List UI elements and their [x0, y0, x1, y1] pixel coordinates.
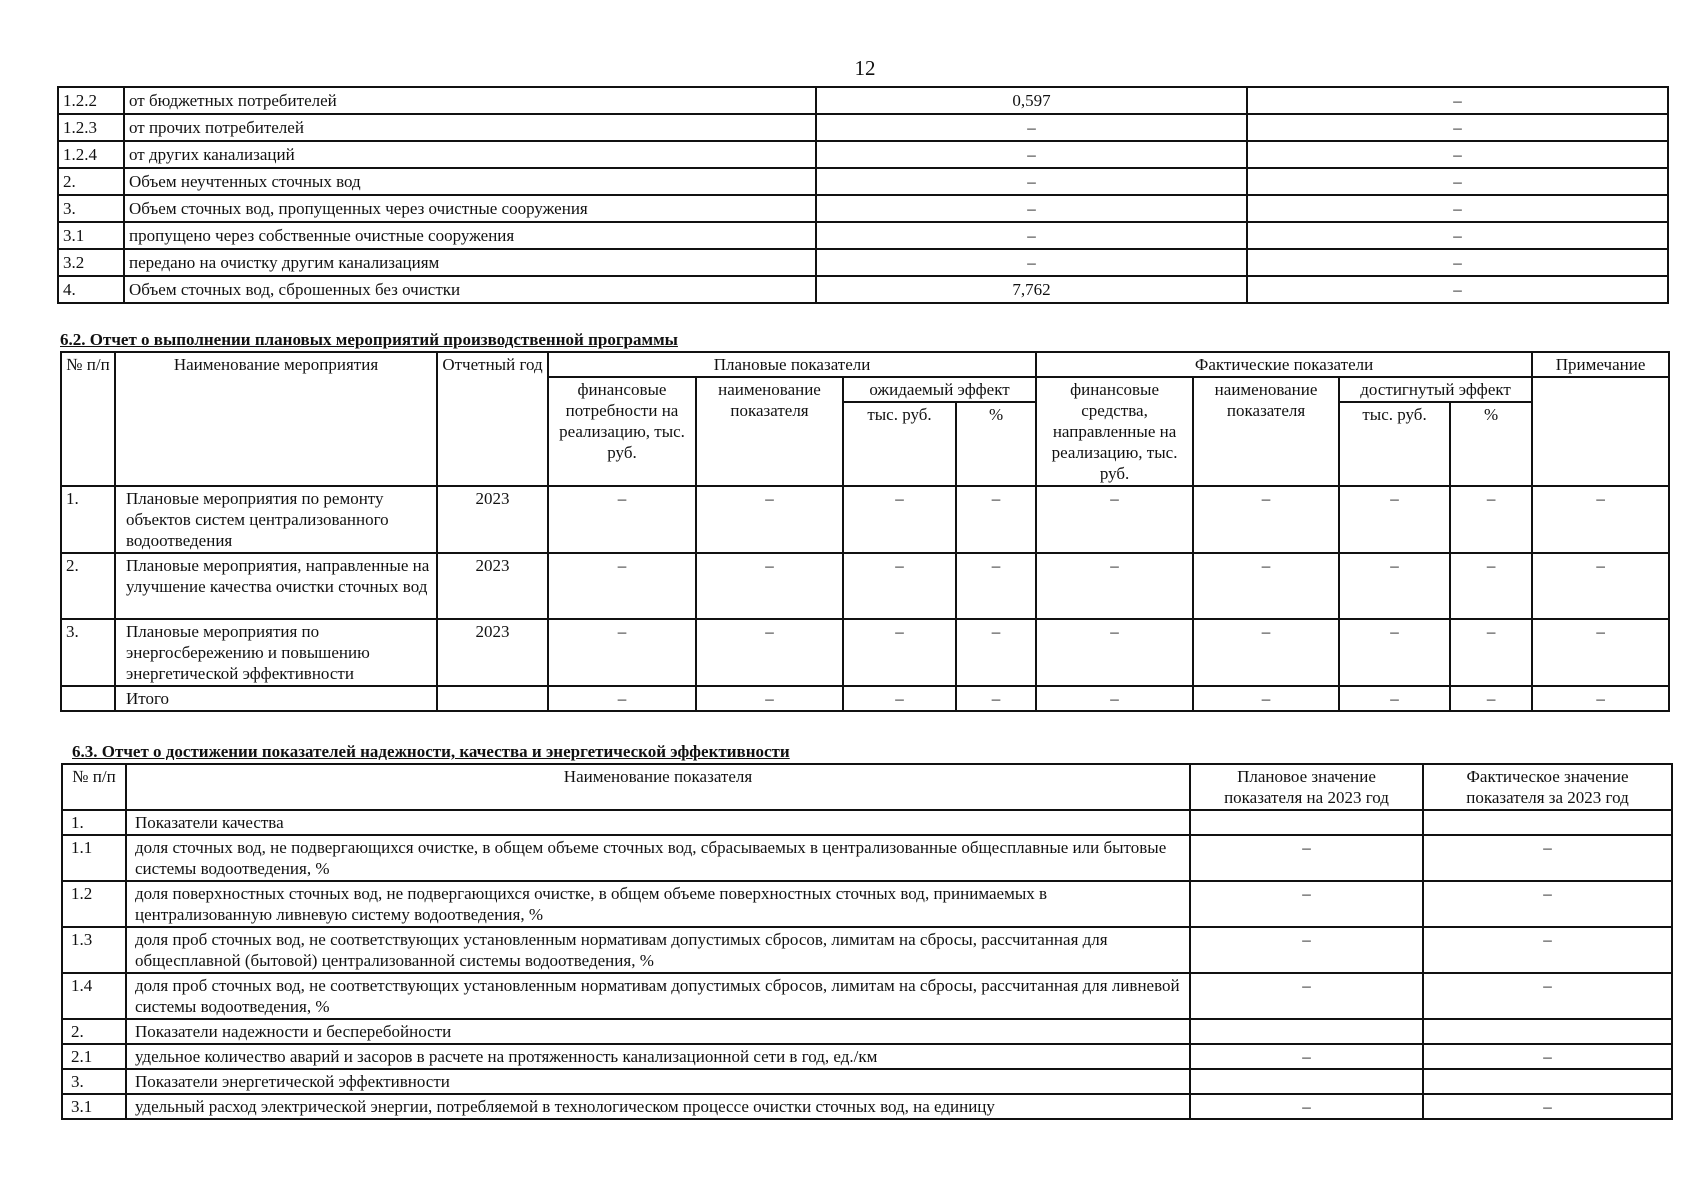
row-number: 3.1: [62, 1094, 126, 1119]
value-cell: –: [1193, 486, 1339, 553]
plan-value: –: [1190, 927, 1423, 973]
value-cell: –: [956, 619, 1036, 686]
value-cell: –: [816, 249, 1247, 276]
value-cell: –: [1450, 486, 1532, 553]
table-row: [58, 114, 1668, 141]
value-cell: –: [1193, 686, 1339, 711]
row-number: 3.: [61, 619, 115, 686]
table-row: [62, 1094, 1672, 1119]
value-cell: –: [816, 168, 1247, 195]
row-number: 1.2: [62, 881, 126, 927]
row-name: удельный расход электрической энергии, потребляемой в технологическом процессе очистки сточных вод, на единицу: [126, 1094, 1190, 1119]
row-number: 2.1: [62, 1044, 126, 1069]
row-number: 1.2.2: [58, 87, 124, 114]
col-header-num: № п/п: [61, 352, 115, 486]
row-name: Показатели качества: [126, 810, 1190, 835]
col-header-fact-fin: финансовые средства, направленные на реализацию, тыс. руб.: [1036, 377, 1193, 486]
row-number: 1.: [62, 810, 126, 835]
table-row: [61, 619, 1669, 686]
value-cell: –: [548, 686, 696, 711]
col-header-num: № п/п: [62, 764, 126, 810]
row-number: 1.: [61, 486, 115, 553]
plan-value: –: [1190, 973, 1423, 1019]
value-cell: –: [1450, 553, 1532, 619]
value-cell: –: [1339, 686, 1450, 711]
col-header-fact-effect: достигнутый эффект: [1339, 377, 1532, 402]
value-cell: –: [1532, 686, 1669, 711]
row-number: [61, 686, 115, 711]
table-row: [62, 927, 1672, 973]
table-row: [58, 276, 1668, 303]
row-name: доля проб сточных вод, не соответствующих установленным нормативам допустимых сбросов, лимитам на сбросы, рассчитанная для общесплавной (бытовой) централизованной системы водоотведения, %: [126, 927, 1190, 973]
table-row: [62, 1044, 1672, 1069]
col-header-fact: Фактические показатели: [1036, 352, 1532, 377]
value-cell: –: [843, 553, 956, 619]
row-number: 4.: [58, 276, 124, 303]
value-cell: –: [816, 195, 1247, 222]
row-year: 2023: [437, 619, 548, 686]
row-name: от других канализаций: [124, 141, 816, 168]
value-cell: –: [1339, 553, 1450, 619]
col-header-plan-rub: тыс. руб.: [843, 402, 956, 486]
row-name: доля проб сточных вод, не соответствующих установленным нормативам допустимых сбросов, лимитам на сбросы, рассчитанная для ливневой системы водоотведения, %: [126, 973, 1190, 1019]
col-header-note: Примечание: [1532, 352, 1669, 377]
section-62-title: 6.2. Отчет о выполнении плановых мероприятий производственной программы: [60, 330, 678, 349]
row-year: 2023: [437, 486, 548, 553]
row-number: 2.: [58, 168, 124, 195]
row-number: 3.1: [58, 222, 124, 249]
col-header-year: Отчетный год: [437, 352, 548, 486]
value-cell: –: [696, 619, 843, 686]
fact-value: –: [1423, 973, 1672, 1019]
note-header-blank: [1532, 377, 1669, 486]
value-cell: –: [816, 114, 1247, 141]
value-cell: –: [1036, 686, 1193, 711]
value-cell: –: [816, 222, 1247, 249]
value-cell: –: [1532, 486, 1669, 553]
row-name: Показатели энергетической эффективности: [126, 1069, 1190, 1094]
value-cell: –: [1532, 619, 1669, 686]
value-cell: –: [956, 486, 1036, 553]
section-63-title: 6.3. Отчет о достижении показателей надежности, качества и энергетической эффективности: [72, 742, 790, 761]
col-header-name: Наименование показателя: [126, 764, 1190, 810]
table-row: [58, 141, 1668, 168]
row-name: Объем сточных вод, пропущенных через очистные сооружения: [124, 195, 816, 222]
header-row: [61, 352, 1669, 377]
value-cell: –: [1450, 619, 1532, 686]
value-cell: –: [956, 686, 1036, 711]
col-header-plan-pct: %: [956, 402, 1036, 486]
table-row: [62, 1019, 1672, 1044]
value-cell: –: [843, 486, 956, 553]
col-header-plan: Плановые показатели: [548, 352, 1036, 377]
col-header-fact: Фактическое значение показателя за 2023 год: [1423, 764, 1672, 810]
row-number: 1.2.3: [58, 114, 124, 141]
value-cell: –: [1247, 141, 1668, 168]
row-number: 1.3: [62, 927, 126, 973]
row-number: 3.2: [58, 249, 124, 276]
value-cell: –: [1247, 249, 1668, 276]
value-cell: –: [1247, 87, 1668, 114]
plan-value: [1190, 810, 1423, 835]
table-row: [62, 1069, 1672, 1094]
table-row: [58, 222, 1668, 249]
value-cell: –: [548, 553, 696, 619]
row-name: от бюджетных потребителей: [124, 87, 816, 114]
fact-value: –: [1423, 927, 1672, 973]
value-cell: –: [1247, 195, 1668, 222]
row-name: Показатели надежности и бесперебойности: [126, 1019, 1190, 1044]
fact-value: –: [1423, 1044, 1672, 1069]
table-row: [58, 195, 1668, 222]
value-cell: 7,762: [816, 276, 1247, 303]
value-cell: –: [1339, 619, 1450, 686]
row-name: передано на очистку другим канализациям: [124, 249, 816, 276]
col-header-fact-indicator: наименование показателя: [1193, 377, 1339, 486]
table-row: [61, 686, 1669, 711]
value-cell: –: [1036, 553, 1193, 619]
row-number: 2.: [61, 553, 115, 619]
row-name: Плановые мероприятия по энергосбережению и повышению энергетической эффективности: [115, 619, 437, 686]
value-cell: –: [1247, 276, 1668, 303]
value-cell: –: [1450, 686, 1532, 711]
row-name: от прочих потребителей: [124, 114, 816, 141]
fact-value: –: [1423, 835, 1672, 881]
row-number: 1.1: [62, 835, 126, 881]
plan-value: –: [1190, 1044, 1423, 1069]
fact-value: [1423, 1019, 1672, 1044]
value-cell: –: [1193, 553, 1339, 619]
planned-measures-table: [60, 351, 1670, 712]
table-row: [58, 249, 1668, 276]
value-cell: –: [696, 686, 843, 711]
plan-value: –: [1190, 1094, 1423, 1119]
value-cell: –: [1036, 486, 1193, 553]
row-name: Итого: [115, 686, 437, 711]
table-row: [62, 973, 1672, 1019]
value-cell: –: [843, 619, 956, 686]
col-header-name: Наименование мероприятия: [115, 352, 437, 486]
table-row: [61, 486, 1669, 553]
table-row: [58, 168, 1668, 195]
page-number: 12: [854, 56, 876, 80]
value-cell: –: [1193, 619, 1339, 686]
indicators-table: [61, 763, 1673, 1120]
row-number: 1.4: [62, 973, 126, 1019]
fact-value: [1423, 810, 1672, 835]
plan-value: [1190, 1069, 1423, 1094]
col-header-plan: Плановое значение показателя на 2023 год: [1190, 764, 1423, 810]
value-cell: –: [1036, 619, 1193, 686]
row-name: доля поверхностных сточных вод, не подвергающихся очистке, в общем объеме поверхностных сточных вод, принимаемых в централизованную ливневую систему водоотведения, %: [126, 881, 1190, 927]
row-number: 2.: [62, 1019, 126, 1044]
row-name: Плановые мероприятия, направленные на улучшение качества очистки сточных вод: [115, 553, 437, 619]
table-row: [62, 881, 1672, 927]
row-number: 3.: [62, 1069, 126, 1094]
row-name: Плановые мероприятия по ремонту объектов систем централизованного водоотведения: [115, 486, 437, 553]
value-cell: –: [696, 486, 843, 553]
value-cell: –: [548, 619, 696, 686]
fact-value: –: [1423, 881, 1672, 927]
plan-value: –: [1190, 835, 1423, 881]
wastewater-volume-table: [57, 86, 1669, 304]
row-name: Объем сточных вод, сброшенных без очистки: [124, 276, 816, 303]
table-row: [61, 553, 1669, 619]
col-header-plan-fin: финансовые потребности на реализацию, тыс. руб.: [548, 377, 696, 486]
row-number: 1.2.4: [58, 141, 124, 168]
value-cell: –: [816, 141, 1247, 168]
value-cell: –: [1339, 486, 1450, 553]
value-cell: –: [548, 486, 696, 553]
row-name: удельное количество аварий и засоров в расчете на протяженность канализационной сети в год, ед./км: [126, 1044, 1190, 1069]
row-number: 3.: [58, 195, 124, 222]
plan-value: –: [1190, 881, 1423, 927]
row-name: Объем неучтенных сточных вод: [124, 168, 816, 195]
value-cell: –: [843, 686, 956, 711]
row-year: [437, 686, 548, 711]
table-row: [62, 835, 1672, 881]
value-cell: –: [696, 553, 843, 619]
value-cell: –: [1247, 114, 1668, 141]
value-cell: –: [1247, 168, 1668, 195]
header-row: [62, 764, 1672, 810]
row-year: 2023: [437, 553, 548, 619]
value-cell: –: [1532, 553, 1669, 619]
plan-value: [1190, 1019, 1423, 1044]
row-name: пропущено через собственные очистные сооружения: [124, 222, 816, 249]
col-header-fact-rub: тыс. руб.: [1339, 402, 1450, 486]
fact-value: –: [1423, 1094, 1672, 1119]
fact-value: [1423, 1069, 1672, 1094]
col-header-fact-pct: %: [1450, 402, 1532, 486]
value-cell: –: [956, 553, 1036, 619]
table-row: [62, 810, 1672, 835]
value-cell: 0,597: [816, 87, 1247, 114]
value-cell: –: [1247, 222, 1668, 249]
row-name: доля сточных вод, не подвергающихся очистке, в общем объеме сточных вод, сбрасываемых в централизованные общесплавные или бытовые системы водоотведения, %: [126, 835, 1190, 881]
col-header-plan-effect: ожидаемый эффект: [843, 377, 1036, 402]
col-header-plan-indicator: наименование показателя: [696, 377, 843, 486]
table-row: [58, 87, 1668, 114]
